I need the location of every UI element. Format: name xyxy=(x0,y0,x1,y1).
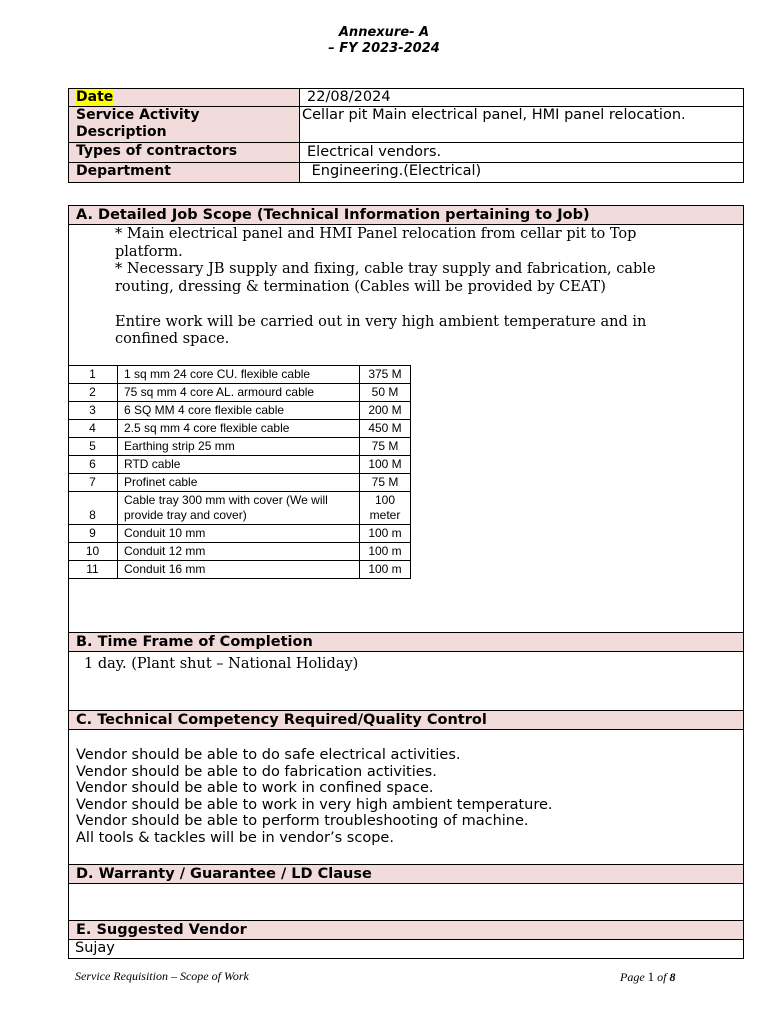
materials-table xyxy=(68,365,411,579)
footer-doc-title: Service Requisition – Scope of Work xyxy=(75,969,249,983)
section-b-title: B. Time Frame of Completion xyxy=(68,632,744,652)
service-activity-value: Cellar pit Main electrical panel, HMI panel relocation. xyxy=(300,107,744,143)
page-total: 8 xyxy=(669,970,676,984)
competency-line: Vendor should be able to work in very high ambient temperature. xyxy=(76,796,553,813)
section-e-title: E. Suggested Vendor xyxy=(68,920,744,940)
item-description: RTD cable xyxy=(118,456,360,474)
page-current: 1 xyxy=(647,969,655,984)
item-quantity: 75 M xyxy=(360,474,411,492)
item-quantity: 100 m xyxy=(360,525,411,543)
of-word: of xyxy=(657,970,667,984)
item-number: 11 xyxy=(68,561,118,579)
job-scope-line-5: Entire work will be carried out in very high ambient temperature and in xyxy=(115,313,647,330)
job-scope-line-2: platform. xyxy=(115,243,183,260)
item-description: 2.5 sq mm 4 core flexible cable xyxy=(118,420,360,438)
item-quantity: 75 M xyxy=(360,438,411,456)
suggested-vendor-value: Sujay xyxy=(75,940,115,956)
item-description: Cable tray 300 mm with cover (We will provide tray and cover) xyxy=(118,492,360,525)
item-description: 75 sq mm 4 core AL. armourd cable xyxy=(118,384,360,402)
item-quantity: 100 M xyxy=(360,456,411,474)
item-quantity: 100 m xyxy=(360,543,411,561)
table-row xyxy=(68,492,411,525)
competency-list xyxy=(76,747,553,846)
competency-line: Vendor should be able to do safe electrical activities. xyxy=(76,747,461,763)
item-number: 8 xyxy=(68,492,118,525)
item-description: Conduit 10 mm xyxy=(118,525,360,543)
table-row xyxy=(68,561,411,579)
job-scope-line-6: confined space. xyxy=(115,331,230,347)
item-number: 9 xyxy=(68,525,118,543)
table-row xyxy=(68,420,411,438)
item-quantity: 450 M xyxy=(360,420,411,438)
item-description: Conduit 12 mm xyxy=(118,543,360,561)
date-value: 22/08/2024 xyxy=(300,89,744,107)
job-scope-line-4: routing, dressing & termination (Cables will be provided by CEAT) xyxy=(115,278,606,295)
job-scope-line-3: * Necessary JB supply and fixing, cable tray supply and fabrication, cable xyxy=(115,261,656,277)
item-quantity: 50 M xyxy=(360,384,411,402)
item-description: Earthing strip 25 mm xyxy=(118,438,360,456)
item-description: Profinet cable xyxy=(118,474,360,492)
section-d-title: D. Warranty / Guarantee / LD Clause xyxy=(68,864,744,884)
table-row xyxy=(68,456,411,474)
department-value: Engineering.(Electrical) xyxy=(300,163,744,183)
item-number: 6 xyxy=(68,456,118,474)
table-row xyxy=(68,366,411,384)
item-quantity: 375 M xyxy=(360,366,411,384)
item-description: 1 sq mm 24 core CU. flexible cable xyxy=(118,366,360,384)
job-scope-text xyxy=(115,226,735,349)
annexure-title: Annexure- A xyxy=(338,25,430,40)
item-number: 5 xyxy=(68,438,118,456)
item-number: 2 xyxy=(68,384,118,402)
competency-line: Vendor should be able to do fabrication activities. xyxy=(76,763,437,780)
department-label: Department xyxy=(69,163,300,183)
competency-line: All tools & tackles will be in vendor’s scope. xyxy=(76,829,394,846)
contractors-label: Types of contractors xyxy=(69,143,300,163)
table-row xyxy=(68,543,411,561)
item-number: 4 xyxy=(68,420,118,438)
time-frame-text: 1 day. (Plant shut – National Holiday) xyxy=(84,656,359,672)
competency-line: Vendor should be able to perform troubleshooting of machine. xyxy=(76,813,529,829)
section-d-body xyxy=(68,884,744,920)
table-row xyxy=(68,384,411,402)
contractors-value: Electrical vendors. xyxy=(300,143,744,163)
section-e-body xyxy=(68,940,744,959)
item-description: Conduit 16 mm xyxy=(118,561,360,579)
service-activity-label: Service Activity Description xyxy=(69,107,300,143)
item-quantity: 100 m xyxy=(360,561,411,579)
item-number: 10 xyxy=(68,543,118,561)
footer-page-number xyxy=(620,969,676,985)
section-a-title: A. Detailed Job Scope (Technical Information pertaining to Job) xyxy=(68,205,744,225)
table-row xyxy=(68,438,411,456)
table-row xyxy=(68,525,411,543)
item-description: 6 SQ MM 4 core flexible cable xyxy=(118,402,360,420)
item-quantity: 100 meter xyxy=(360,492,411,525)
fiscal-year-title: – FY 2023-2024 xyxy=(328,41,440,56)
competency-line: Vendor should be able to work in confined space. xyxy=(76,780,434,796)
item-number: 3 xyxy=(68,402,118,420)
table-row xyxy=(68,402,411,420)
item-number: 7 xyxy=(68,474,118,492)
date-label-cell xyxy=(69,89,300,107)
date-label: Date xyxy=(76,89,114,105)
section-c-title: C. Technical Competency Required/Quality Control xyxy=(68,710,744,730)
item-number: 1 xyxy=(68,366,118,384)
page-word: Page xyxy=(620,970,645,984)
item-quantity: 200 M xyxy=(360,402,411,420)
table-row xyxy=(68,474,411,492)
info-table xyxy=(68,88,744,183)
job-scope-line-1: * Main electrical panel and HMI Panel relocation from cellar pit to Top xyxy=(115,226,637,242)
